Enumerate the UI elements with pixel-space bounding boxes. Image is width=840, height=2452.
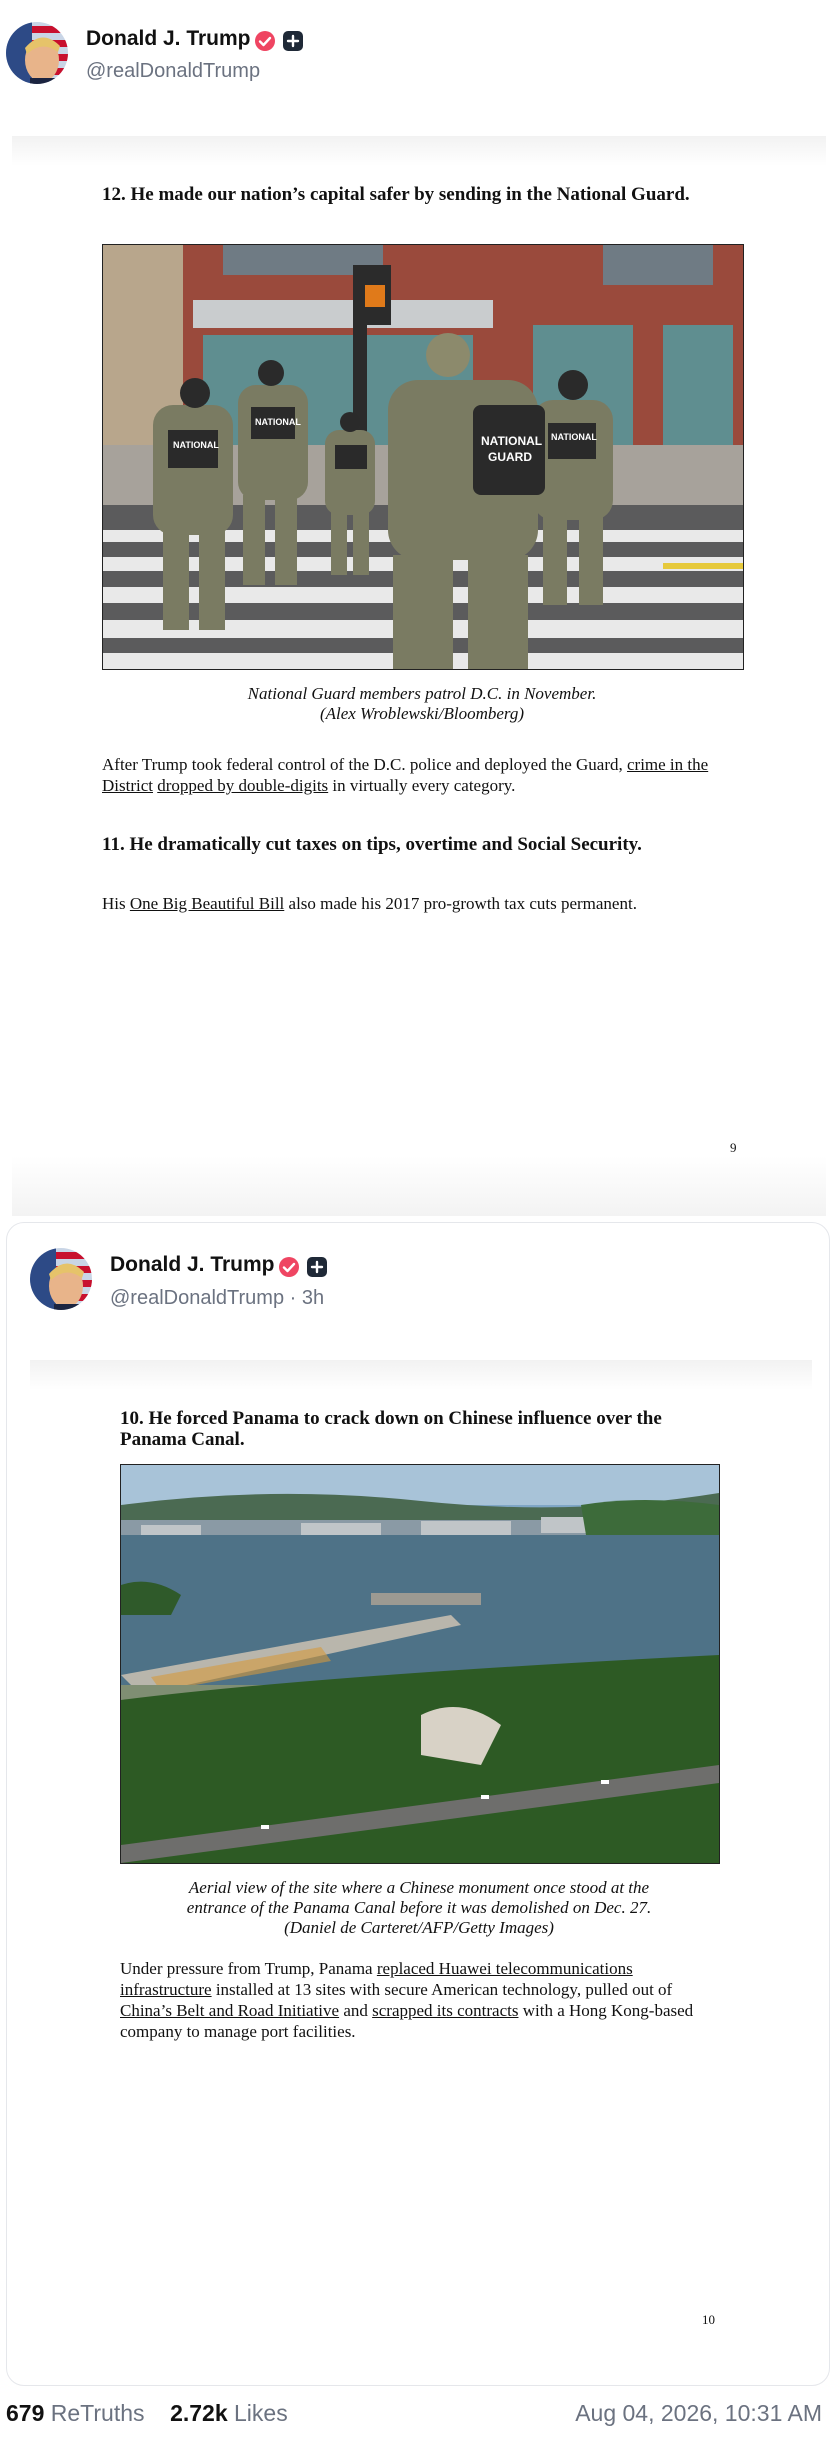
photo-caption bbox=[102, 684, 742, 724]
plus-badge-icon bbox=[283, 31, 303, 56]
retruths-count[interactable]: 679 bbox=[6, 2400, 45, 2426]
verified-badge-icon bbox=[254, 30, 276, 57]
verified-badge-icon bbox=[278, 1256, 300, 1283]
svg-text:GUARD: GUARD bbox=[488, 450, 532, 464]
body-text: Under pressure from Trump, Panama bbox=[120, 1959, 377, 1978]
page-number: 10 bbox=[702, 2312, 715, 2327]
body-text: installed at 13 sites with secure American technology, pulled out of bbox=[211, 1980, 673, 1999]
likes-label[interactable]: Likes bbox=[234, 2400, 288, 2426]
national-guard-photo bbox=[102, 244, 744, 670]
engagement-stats bbox=[6, 2400, 288, 2427]
heading-11: 11. He dramatically cut taxes on tips, overtime and Social Security. bbox=[102, 834, 642, 855]
plus-badge-icon bbox=[307, 1257, 327, 1282]
inline-link: crime in the District bbox=[102, 755, 709, 795]
author-handle[interactable]: @realDonaldTrump · 3h bbox=[110, 1287, 325, 1309]
inline-link: dropped by double-digits bbox=[157, 776, 329, 795]
author-name[interactable]: Donald J. Trump bbox=[86, 27, 251, 50]
svg-text:NATIONAL: NATIONAL bbox=[551, 432, 597, 442]
caption-line: entrance of the Panama Canal before it was demolished on Dec. 27. bbox=[186, 1898, 652, 1917]
body-paragraph bbox=[102, 754, 742, 796]
inline-link: replaced Huawei telecommunications infrastructure bbox=[120, 1959, 633, 1999]
page-bottom-fade bbox=[12, 1156, 826, 1216]
body-text: After Trump took federal control of the D.C. police and deployed the Guard, bbox=[102, 755, 627, 774]
svg-text:NATIONAL: NATIONAL bbox=[481, 434, 543, 448]
svg-text:NATIONAL: NATIONAL bbox=[255, 417, 301, 427]
likes-count[interactable]: 2.72k bbox=[170, 2400, 228, 2426]
caption-credit: (Alex Wroblewski/Bloomberg) bbox=[319, 704, 525, 723]
avatar[interactable] bbox=[6, 22, 68, 84]
heading-10: 10. He forced Panama to crack down on Chinese influence over the Panama Canal. bbox=[120, 1408, 662, 1450]
article-page-9 bbox=[12, 136, 826, 1216]
body-text: also made his 2017 pro-growth tax cuts permanent. bbox=[284, 894, 637, 913]
body-paragraph bbox=[102, 893, 702, 914]
body-text: and bbox=[339, 2001, 373, 2020]
panama-canal-photo bbox=[120, 1464, 720, 1864]
caption-credit: (Daniel de Carteret/AFP/Getty Images) bbox=[284, 1918, 554, 1937]
author-handle[interactable]: @realDonaldTrump bbox=[86, 60, 261, 82]
caption-line: National Guard members patrol D.C. in November. bbox=[247, 684, 597, 703]
page-top-fade bbox=[30, 1360, 812, 1390]
page-number: 9 bbox=[730, 1140, 737, 1155]
article-page-10 bbox=[30, 1360, 812, 2360]
retruths-label[interactable]: ReTruths bbox=[50, 2400, 145, 2426]
body-paragraph bbox=[120, 1958, 718, 2042]
inline-link: One Big Beautiful Bill bbox=[129, 894, 285, 913]
author-name[interactable]: Donald J. Trump bbox=[110, 1253, 275, 1276]
body-text: in virtually every category. bbox=[328, 776, 516, 795]
svg-text:NATIONAL: NATIONAL bbox=[173, 440, 219, 450]
heading-12: 12. He made our nation’s capital safer by sending in the National Guard. bbox=[102, 184, 690, 205]
photo-caption bbox=[120, 1878, 718, 1938]
body-text: with a Hong Kong-based company to manage port facilities. bbox=[120, 2001, 694, 2041]
page-top-fade bbox=[12, 136, 826, 166]
caption-line: Aerial view of the site where a Chinese monument once stood at the bbox=[188, 1878, 650, 1897]
avatar[interactable] bbox=[30, 1248, 92, 1310]
post-timestamp: Aug 04, 2026, 10:31 AM bbox=[575, 2400, 822, 2426]
inline-link: scrapped its contracts bbox=[372, 2001, 519, 2020]
body-text: His bbox=[102, 894, 130, 913]
inline-link: China’s Belt and Road Initiative bbox=[120, 2001, 340, 2020]
